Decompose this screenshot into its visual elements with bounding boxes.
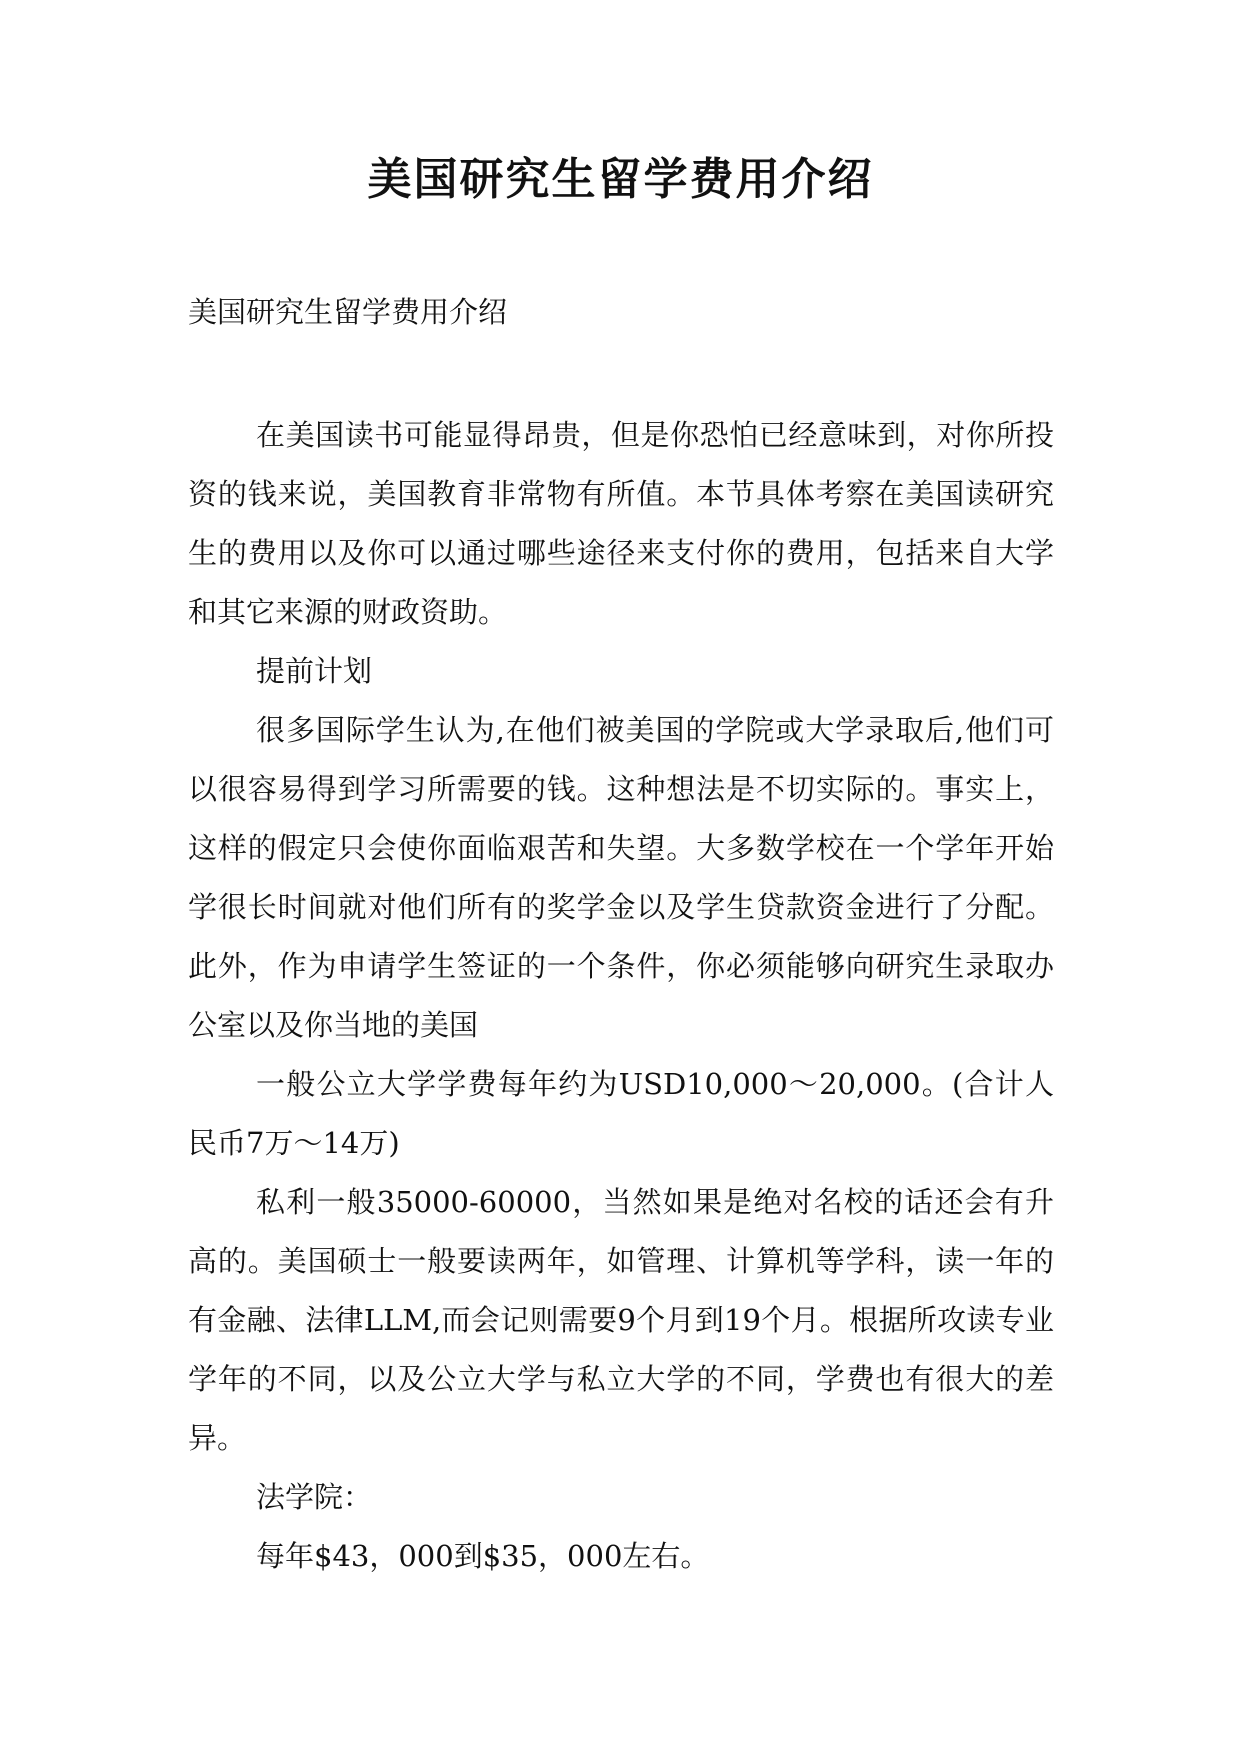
section-heading-plan-ahead: 提前计划 [256,654,373,688]
paragraph-public-tuition: 一般公立大学学费每年约为USD10,000～20,000。(合计人民币7万～14万) [188,1067,1054,1160]
paragraph-private-tuition: 私利一般35000-60000，当然如果是绝对名校的话还会有升高的。美国硕士一般要读两年，如管理、计算机等学科，读一年的有金融、法律LLM,而会记则需要9个月到19个月。根据所攻读专业学年的不同，以及公立大学与私立大学的不同，学费也有很大的差异。 [188,1185,1054,1455]
document-body [188,406,1054,1586]
paragraph-intro: 在美国读书可能显得昂贵，但是你恐怕已经意味到，对你所投资的钱来说，美国教育非常物有所值。本节具体考察在美国读研究生的费用以及你可以通过哪些途径来支付你的费用，包括来自大学和其它来源的财政资助。 [188,418,1054,629]
paragraph-law-school-cost: 每年$43，000到$35，000左右。 [256,1539,710,1573]
paragraph-funding: 很多国际学生认为,在他们被美国的学院或大学录取后,他们可以很容易得到学习所需要的钱。这种想法是不切实际的。事实上，这样的假定只会使你面临艰苦和失望。大多数学校在一个学年开始学很长时间就对他们所有的奖学金以及学生贷款资金进行了分配。此外，作为申请学生签证的一个条件，你必须能够向研究生录取办公室以及你当地的美国 [188,713,1054,1042]
document-title: 美国研究生留学费用介绍 [367,154,874,205]
section-heading-law-school: 法学院： [256,1480,373,1514]
document-subtitle: 美国研究生留学费用介绍 [188,295,508,329]
